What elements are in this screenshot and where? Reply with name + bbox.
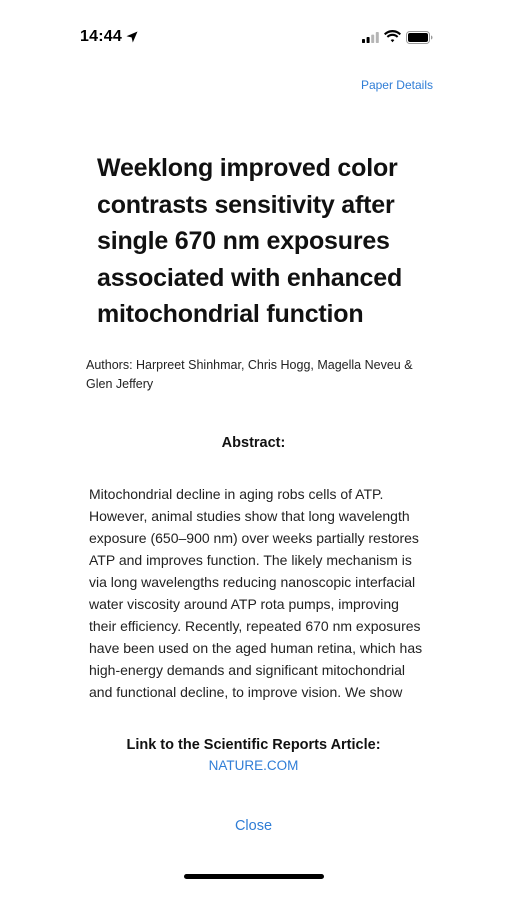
battery-icon: [406, 31, 433, 44]
wifi-icon: [384, 30, 401, 43]
status-time: 14:44: [80, 28, 122, 45]
paper-details-link[interactable]: Paper Details: [360, 78, 433, 92]
nature-article-link[interactable]: NATURE.COM: [208, 758, 299, 773]
paper-title: Weeklong improved color contrasts sensitivity after single 670 nm exposures associated with enhanced mitochondrial function: [97, 154, 403, 328]
abstract-scroll-area[interactable]: [89, 483, 429, 710]
home-indicator[interactable]: [184, 874, 324, 879]
location-arrow-icon: [126, 31, 138, 43]
abstract-heading: Abstract:: [221, 435, 286, 451]
close-button[interactable]: Close: [234, 818, 273, 834]
cellular-signal-icon: [362, 32, 379, 43]
paper-authors: Authors: Harpreet Shinhmar, Chris Hogg, Magella Neveu & Glen Jeffery: [86, 358, 413, 391]
abstract-text: Mitochondrial decline in aging robs cells of ATP. However, animal studies show that long wavelength exposure (650–900 nm) over weeks partially restores ATP and improves function. The likely mechanism is via long wavelengths reducing nanoscopic interfacial water viscosity around ATP rota pumps, improving their efficiency. Recently, repeated 670 nm exposures have been used on the aged human retina, which has high-energy demands and significant mitochondrial and functional decline, to improve vision. We show: [89, 486, 423, 700]
article-link-heading: Link to the Scientific Reports Article:: [126, 737, 381, 753]
